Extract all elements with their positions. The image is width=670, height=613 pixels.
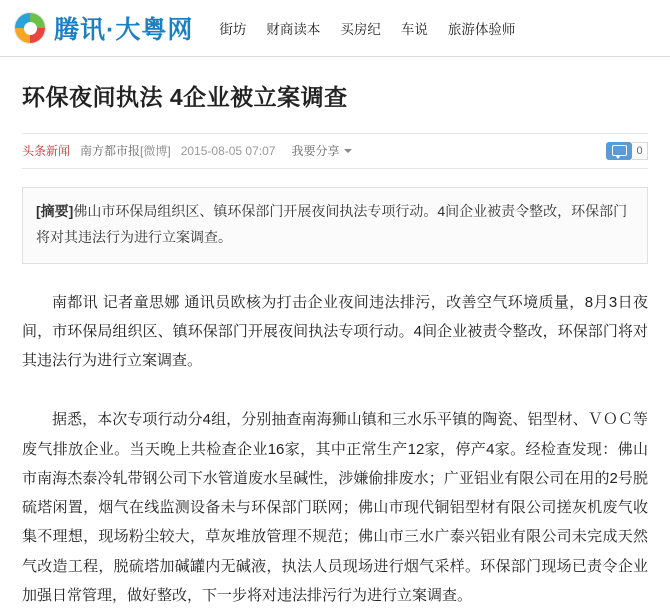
article-meta-bar bbox=[22, 133, 648, 169]
nav-item-jiefang[interactable]: 街坊 bbox=[219, 22, 247, 37]
article-source-name: 南方都市报 bbox=[80, 144, 141, 159]
site-logo-text: 腾讯·大粤网 bbox=[54, 16, 194, 44]
comment-area bbox=[606, 142, 648, 160]
nav-item-maifang[interactable]: 买房纪 bbox=[340, 22, 381, 37]
nav-item-lvyou[interactable]: 旅游体验师 bbox=[447, 22, 516, 37]
article-source bbox=[80, 142, 171, 159]
summary-label: [摘要] bbox=[36, 202, 74, 219]
summary-text: 佛山市环保局组织区、镇环保部门开展夜间执法专项行动。4间企业被责令整改，环保部门将对其违法行为进行立案调查。 bbox=[36, 202, 628, 245]
comment-bubble-icon[interactable] bbox=[606, 142, 632, 160]
nav-item-cheshuo[interactable]: 车说 bbox=[400, 22, 428, 37]
page-title: 环保夜间执法 4企业被立案调查 bbox=[22, 84, 348, 110]
share-button[interactable] bbox=[291, 142, 352, 159]
article-paragraph-1: 南都讯 记者童思娜 通讯员欧核为打击企业夜间违法排污，改善空气环境质量，8月3日夜间，市环保局组织区、镇环保部门开展夜间执法专项行动。4间企业被责令整改，环保部门将对其违法行为进行立案调查。 bbox=[22, 293, 648, 370]
main-nav bbox=[219, 18, 535, 38]
article-source-weibo[interactable]: [微博] bbox=[140, 144, 171, 159]
site-logo[interactable] bbox=[14, 10, 193, 46]
comment-count[interactable]: 0 bbox=[632, 142, 648, 160]
article-paragraph-2: 据悉，本次专项行动分4组，分别抽查南海狮山镇和三水乐平镇的陶瓷、铝型材、ＶＯＣ等废气排放企业。当天晚上共检查企业16家，其中正常生产12家，停产4家。经检查发现：佛山市南海杰泰冷轧带钢公司下水管道废水呈碱性，涉嫌偷排废水；广亚铝业有限公司在用的2号脱硫塔闲置，烟气在线监测设备未与环保部门联网；佛山市现代铜铝型材有限公司搓灰机废气收集不理想，现场粉尘较大，草灰堆放管理不规范；佛山市三水广泰兴铝业有限公司未完成天然气改造工程，脱硫塔加碱罐内无碱液，执法人员现场进行烟气采样。环保部门现场已责令企业加强日常管理，做好整改，下一步将对违法排污行为进行立案调查。 bbox=[22, 411, 648, 604]
tencent-qq-logo-icon bbox=[14, 12, 46, 44]
share-label: 我要分享 bbox=[291, 144, 340, 159]
site-header bbox=[0, 0, 670, 57]
article-body bbox=[0, 83, 670, 610]
category-tag[interactable]: 头条新闻 bbox=[22, 144, 71, 159]
nav-item-caishang[interactable]: 财商读本 bbox=[266, 22, 321, 37]
article-timestamp: 2015-08-05 07:07 bbox=[180, 143, 276, 158]
chevron-down-icon bbox=[344, 149, 352, 153]
article-summary bbox=[22, 187, 648, 264]
